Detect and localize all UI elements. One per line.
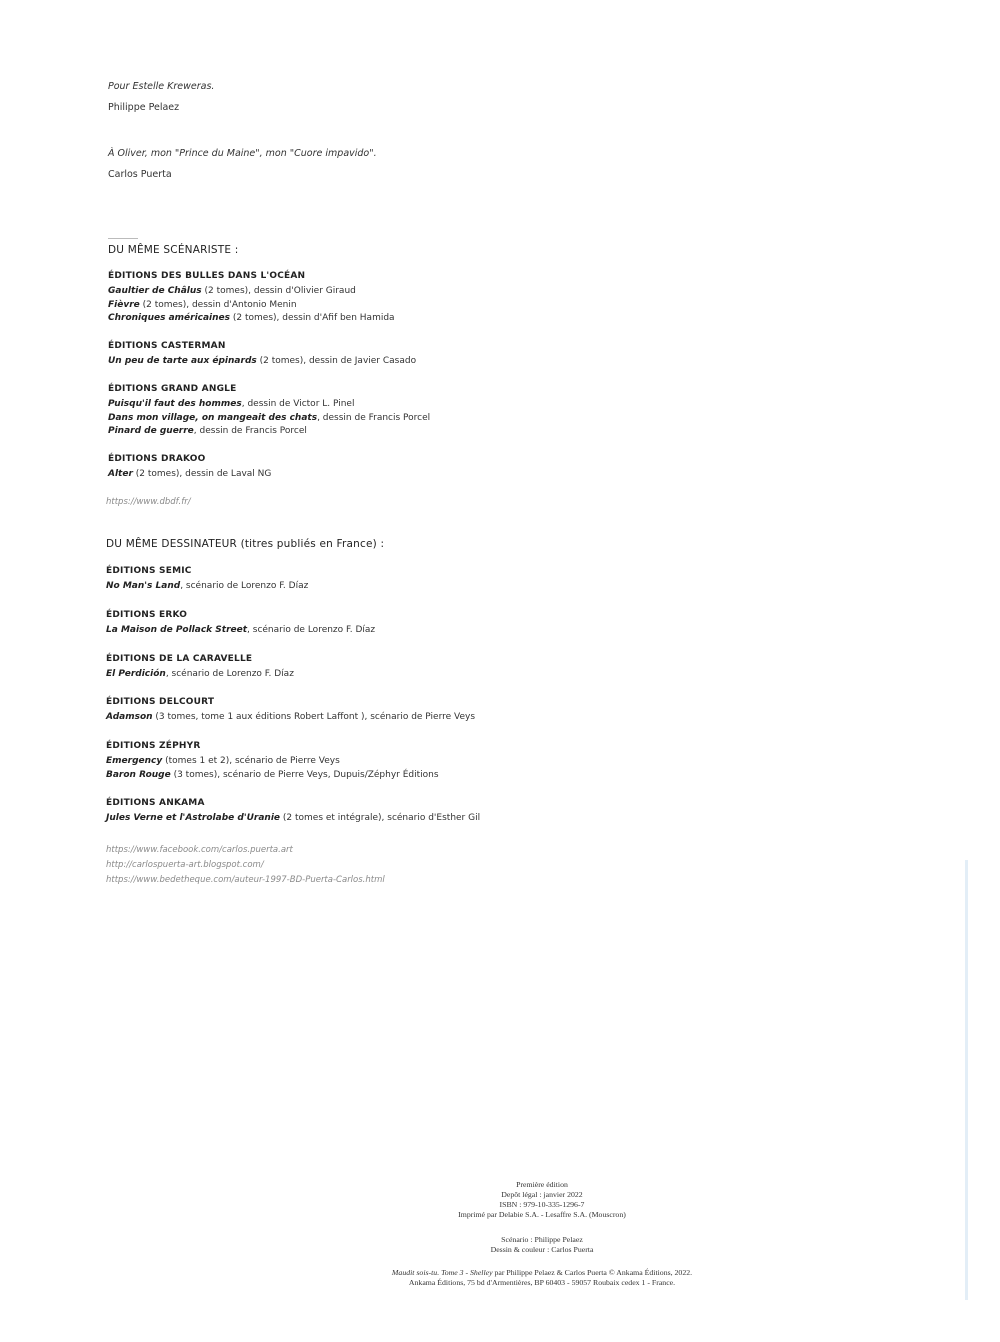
publisher-block bbox=[108, 384, 430, 439]
work-details: (2 tomes), dessin d'Olivier Giraud bbox=[201, 286, 356, 296]
work-details: , scénario de Lorenzo F. Díaz bbox=[247, 625, 376, 635]
work-details: (2 tomes et intégrale), scénario d'Esther Gil bbox=[280, 813, 481, 823]
publisher-name: ÉDITIONS CASTERMAN bbox=[108, 341, 226, 351]
work-item bbox=[108, 285, 395, 299]
work-details: , scénario de Lorenzo F. Díaz bbox=[180, 581, 309, 591]
colophon-copyright-line bbox=[342, 1268, 742, 1278]
work-details: (2 tomes), dessin de Javier Casado bbox=[256, 356, 417, 366]
publisher-block bbox=[106, 654, 294, 682]
publisher-name: ÉDITIONS ERKO bbox=[106, 610, 188, 620]
work-title: Gaultier de Châlus bbox=[108, 286, 202, 296]
work-details: (tomes 1 et 2), scénario de Pierre Veys bbox=[162, 756, 340, 766]
dessinateur-url[interactable]: https://www.bedetheque.com/auteur-1997-BD-Puerta-Carlos.html bbox=[106, 875, 385, 885]
publisher-name: ÉDITIONS SEMIC bbox=[106, 566, 192, 576]
work-details: , dessin de Francis Porcel bbox=[193, 426, 307, 436]
work-item bbox=[108, 468, 271, 482]
dedication-2 bbox=[108, 148, 377, 159]
colophon-depot: Depôt légal : janvier 2022 bbox=[501, 1190, 583, 1199]
colophon-copyright-rest: par Philippe Pelaez & Carlos Puerta © Ankama Éditions, 2022. bbox=[492, 1268, 693, 1277]
publisher-block bbox=[108, 271, 395, 326]
colophon-edition: Première édition bbox=[516, 1180, 568, 1189]
work-title: Emergency bbox=[106, 756, 163, 766]
work-item bbox=[106, 624, 375, 638]
publisher-block bbox=[106, 610, 375, 638]
dedication-2-author: Carlos Puerta bbox=[108, 169, 172, 180]
work-item bbox=[106, 580, 308, 594]
publisher-name: ÉDITIONS ANKAMA bbox=[106, 798, 205, 808]
work-details: (3 tomes, tome 1 aux éditions Robert Laffont ), scénario de Pierre Veys bbox=[152, 712, 476, 722]
colophon-scenario: Scénario : Philippe Pelaez bbox=[501, 1235, 583, 1244]
dedication-1 bbox=[108, 81, 214, 92]
dedication-1-author: Philippe Pelaez bbox=[108, 102, 180, 113]
scan-edge bbox=[965, 860, 968, 1300]
work-item bbox=[106, 711, 475, 725]
work-title: Fièvre bbox=[108, 299, 140, 310]
publisher-block bbox=[106, 566, 308, 594]
dessinateur-heading-main: DU MÊME DESSINATEUR bbox=[106, 538, 238, 550]
colophon-address: Ankama Éditions, 75 bd d'Armentières, BP 60403 - 59057 Roubaix cedex 1 - France. bbox=[408, 1278, 676, 1287]
work-title: Un peu de tarte aux épinards bbox=[108, 356, 257, 366]
work-item bbox=[108, 425, 430, 439]
work-item bbox=[106, 769, 439, 783]
dessinateur-heading bbox=[106, 538, 384, 550]
work-title: El Perdición bbox=[106, 669, 166, 679]
colophon-legal bbox=[442, 1180, 642, 1220]
work-item bbox=[108, 299, 395, 313]
work-details: , dessin de Victor L. Pinel bbox=[241, 399, 355, 409]
dedication-1-text: Pour Estelle Kreweras. bbox=[108, 81, 215, 92]
work-details: (2 tomes), dessin de Laval NG bbox=[132, 469, 272, 479]
colophon-isbn: ISBN : 979-10-335-1296-7 bbox=[499, 1200, 585, 1209]
colophon-printer: Imprimé par Delabie S.A. - Lesaffre S.A. (Mouscron) bbox=[458, 1210, 626, 1219]
dessinateur-urls bbox=[106, 843, 385, 888]
section-rule bbox=[108, 238, 138, 239]
publisher-block bbox=[106, 697, 475, 725]
work-item bbox=[108, 312, 395, 326]
work-title: Puisqu'il faut des hommes bbox=[108, 399, 242, 409]
work-item bbox=[106, 755, 439, 769]
work-details: , dessin de Francis Porcel bbox=[317, 412, 431, 423]
dessinateur-url[interactable]: https://www.facebook.com/carlos.puerta.art bbox=[106, 845, 293, 855]
publisher-name: ÉDITIONS DE LA CARAVELLE bbox=[106, 654, 253, 664]
work-details: (2 tomes), dessin d'Antonio Menin bbox=[139, 299, 297, 310]
publisher-name: ÉDITIONS DRAKOO bbox=[108, 454, 206, 464]
scenariste-url[interactable]: https://www.dbdf.fr/ bbox=[106, 497, 191, 507]
colophon-credits bbox=[442, 1235, 642, 1255]
work-item bbox=[108, 355, 416, 369]
publisher-block bbox=[108, 341, 416, 369]
work-details: (3 tomes), scénario de Pierre Veys, Dupuis/Zéphyr Éditions bbox=[170, 769, 439, 780]
publisher-block bbox=[106, 798, 480, 826]
work-details: , scénario de Lorenzo F. Díaz bbox=[165, 669, 294, 679]
dessinateur-heading-note: (titres publiés en France) : bbox=[237, 538, 385, 550]
scenariste-heading: DU MÊME SCÉNARISTE : bbox=[108, 244, 239, 256]
publisher-name: ÉDITIONS ZÉPHYR bbox=[106, 741, 201, 751]
work-title: Adamson bbox=[106, 712, 153, 722]
publisher-name: ÉDITIONS GRAND ANGLE bbox=[108, 384, 237, 394]
publisher-block bbox=[108, 454, 271, 482]
work-title: Chroniques américaines bbox=[108, 313, 231, 323]
publisher-name: ÉDITIONS DES BULLES DANS L'OCÉAN bbox=[108, 271, 306, 281]
work-details: (2 tomes), dessin d'Afif ben Hamida bbox=[230, 313, 395, 323]
work-title: Alter bbox=[108, 469, 133, 479]
work-title: Baron Rouge bbox=[106, 769, 171, 780]
publisher-name: ÉDITIONS DELCOURT bbox=[106, 697, 215, 707]
dedication-2-text: À Oliver, mon "Prince du Maine", mon "Cuore impavido". bbox=[108, 148, 377, 159]
colophon-book-title: Maudit sois-tu. Tome 3 - Shelley bbox=[391, 1268, 493, 1277]
work-item bbox=[106, 812, 480, 826]
work-item bbox=[106, 668, 294, 682]
dessinateur-url[interactable]: http://carlospuerta-art.blogspot.com/ bbox=[106, 860, 264, 870]
work-title: No Man's Land bbox=[106, 581, 181, 591]
work-title: La Maison de Pollack Street bbox=[106, 625, 248, 635]
work-item bbox=[108, 412, 430, 426]
colophon-copyright bbox=[342, 1268, 742, 1288]
work-title: Pinard de guerre bbox=[108, 426, 194, 436]
work-title: Dans mon village, on mangeait des chats bbox=[108, 412, 318, 423]
publisher-block bbox=[106, 741, 439, 782]
work-item bbox=[108, 398, 430, 412]
work-title: Jules Verne et l'Astrolabe d'Uranie bbox=[106, 813, 281, 823]
colophon-dessin: Dessin & couleur : Carlos Puerta bbox=[490, 1245, 594, 1254]
